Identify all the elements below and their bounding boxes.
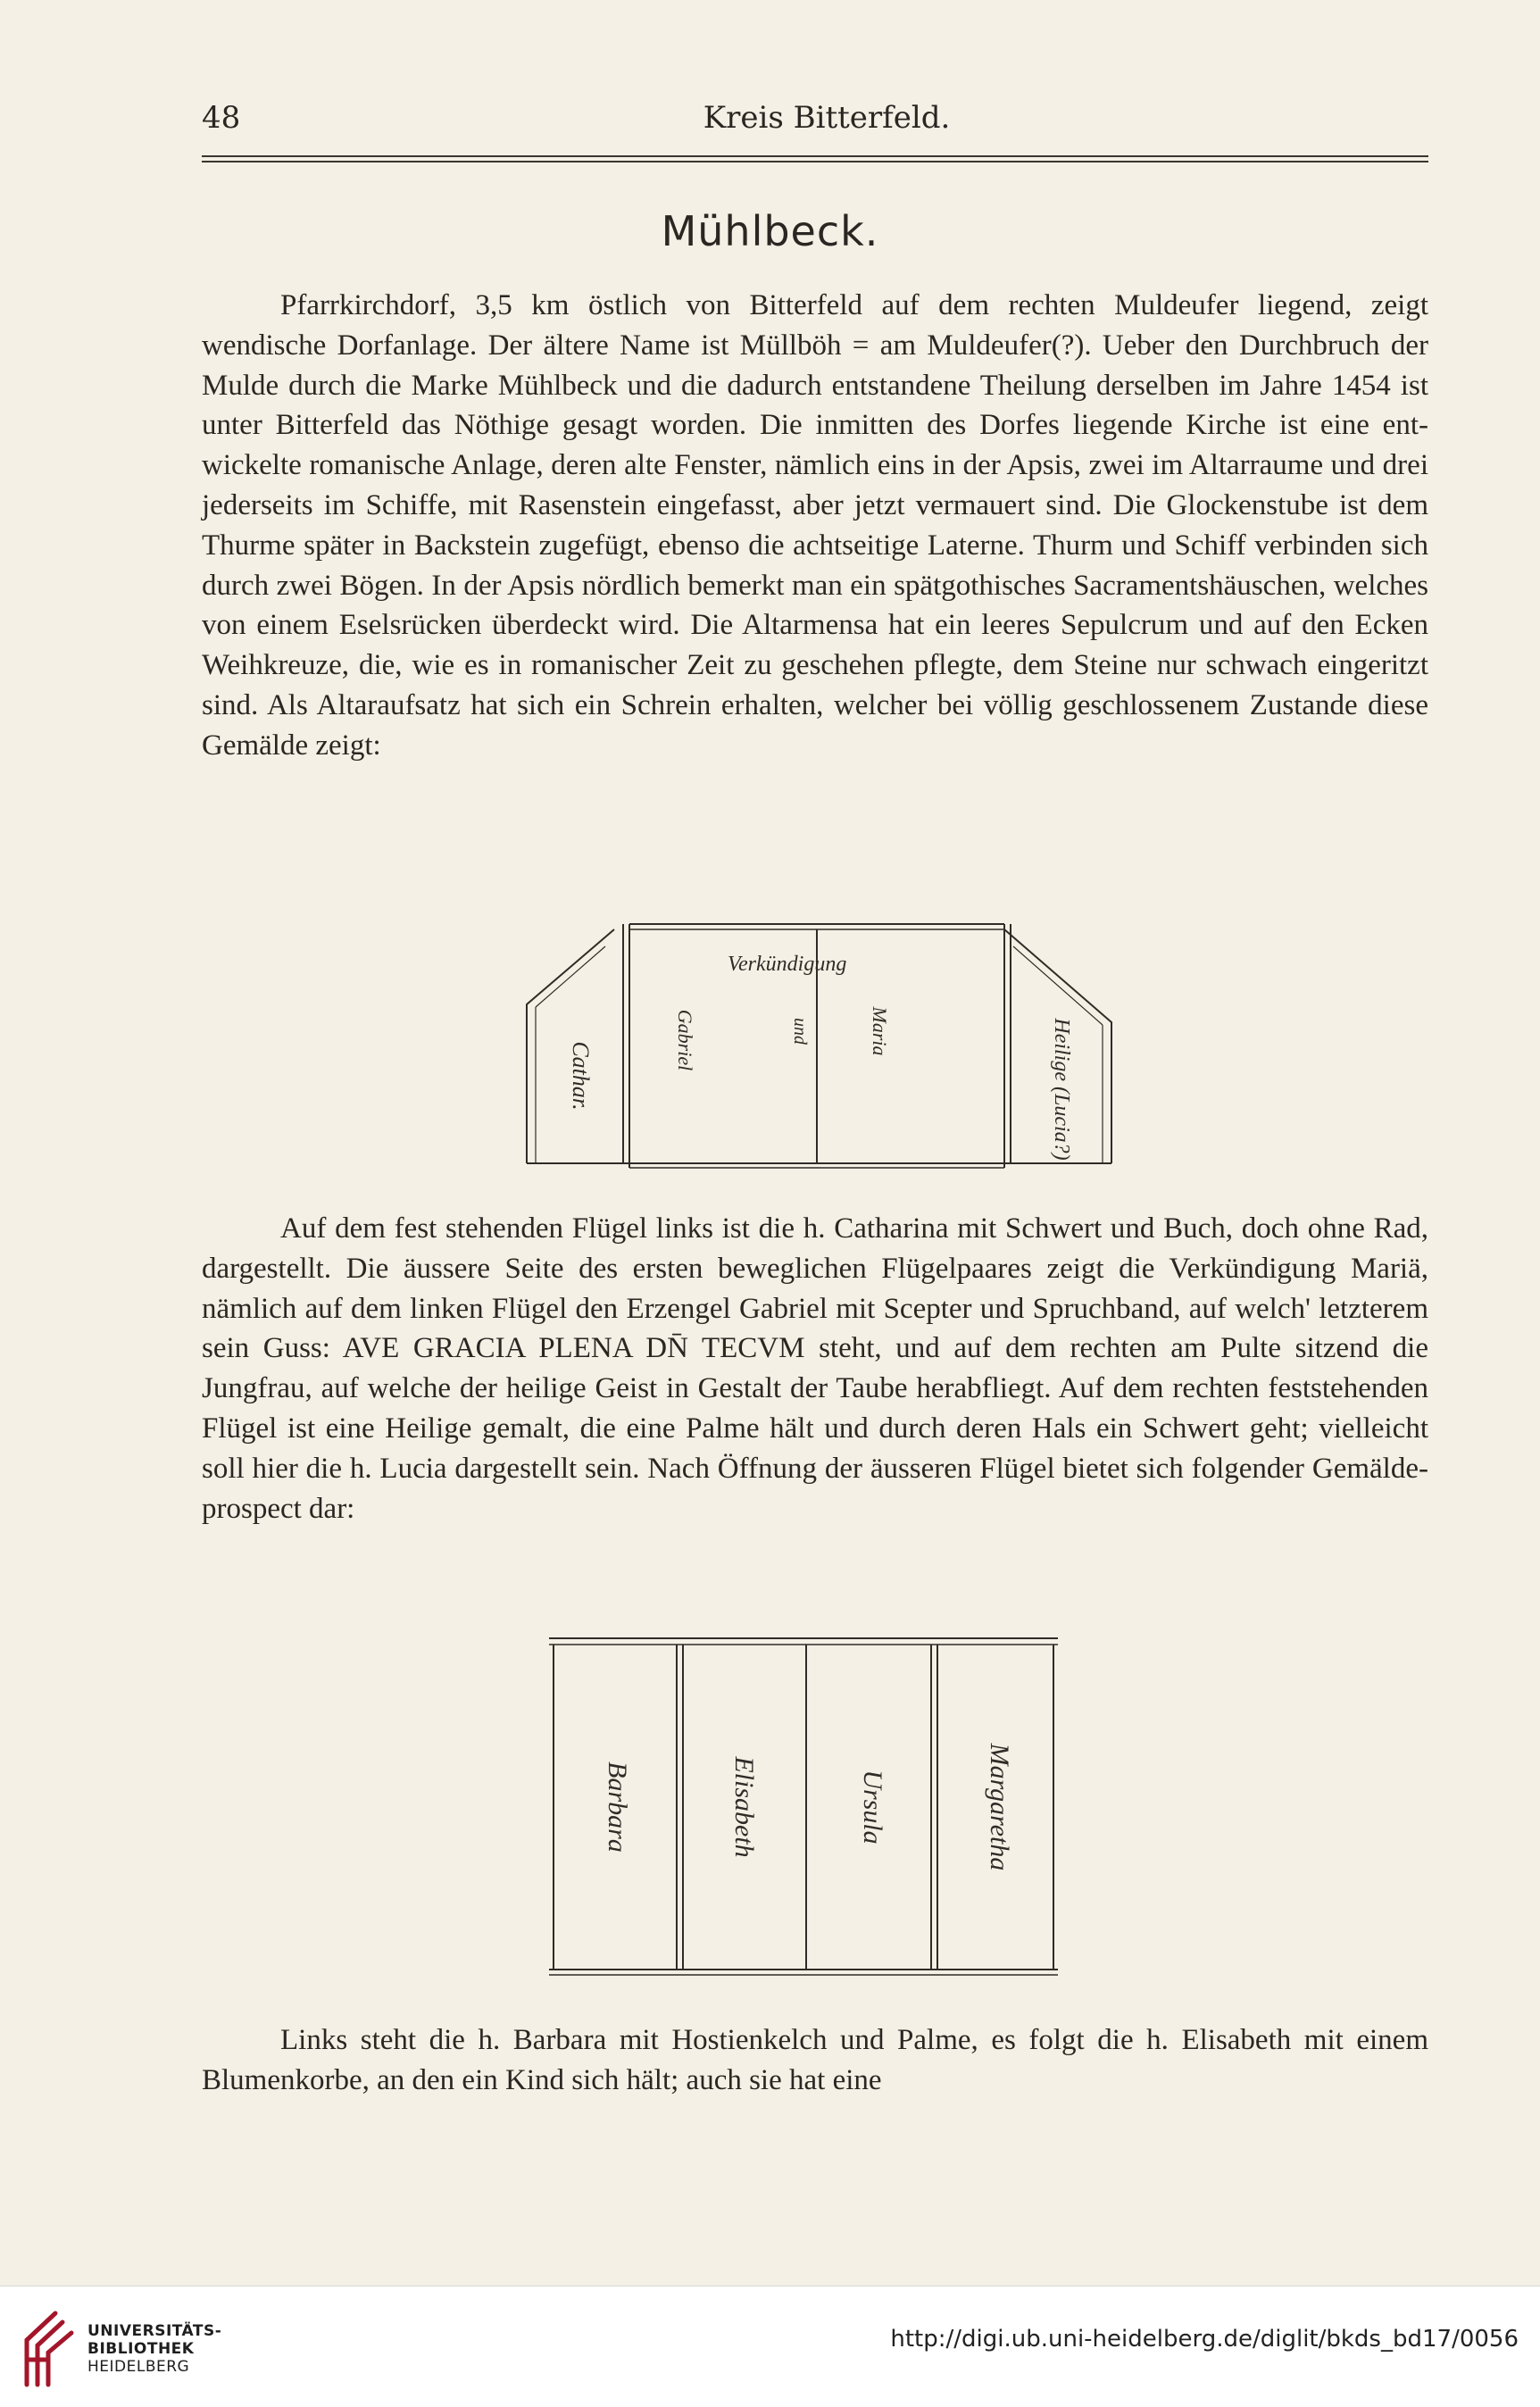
running-head [202,100,1452,145]
label-catharina: Cathar. [568,1041,594,1111]
library-logo-icon [20,2306,77,2388]
section-title: Mühlbeck. [661,207,879,255]
label-maria: Maria [869,1006,891,1056]
header-rule-top [202,155,1428,157]
paragraph-3: Links steht die h. Barbara mit Hostienkelch und Palme, es folgt die h. Elisabeth mit einem Blumenkorbe, an den ein Kind sich hält; auch sie hat eine [202,2024,1428,2096]
library-name-line-1: UNIVERSITÄTS- [87,2322,222,2340]
altarpiece-closed-diagram [518,915,1143,1178]
label-verkuendigung: Verkündigung [728,953,847,976]
footer-bar [0,2286,1540,2407]
library-name-line-2: BIBLIOTHEK [87,2340,195,2358]
label-elisabeth: Elisabeth [729,1756,759,1858]
label-gabriel: Gabriel [674,1009,696,1071]
source-url-link[interactable]: http://digi.ub.uni-heidelberg.de/diglit/bkds_bd17/0056 [890,2326,1519,2353]
label-ursula: Ursula [858,1770,887,1845]
running-title: Kreis Bitterfeld. [703,100,951,136]
paragraph-1: Pfarrkirchdorf, 3,5 km östlich von Bitterfeld auf dem rechten Muldeufer liegend, zeigt wendische Dorfanlage. Der ältere Name ist Müllböh = am Muldeufer(?). Ueber den Durchbruch der Mulde durch die Marke Mühlbeck und die dadurch entstandene Theilung derselben im Jahre 1454 ist unter Bitterfeld das Nöthige gesagt worden. Die inmitten des Dorfes liegende Kirche ist eine entwickelte romanische Anlage, deren alte Fenster, nämlich eins in der Apsis, zwei im Altarraume und drei jederseits im Schiffe, mit Rasenstein eingefasst, aber jetzt vermauert sind. Die Glockenstube ist dem Thurme später in Backstein zugefügt, ebenso die achtseitige Laterne. Thurm und Schiff verbinden sich durch zwei Bögen. In der Apsis nördlich bemerkt man ein spätgothisches Sacramentshäuschen, welches von einem Eselsrücken überdeckt wird. Die Altarmensa hat ein leeres Sepulcrum und auf den Ecken Weihkreuze, die, wie es in romanischer Zeit zu geschehen pflegte, dem Steine nur schwach eingeritzt sind. Als Altaraufsatz hat sich ein Schrein erhalten, welcher bei völlig geschlossenem Zustande diese Gemälde zeigt: [202,289,1428,762]
label-heilige-lucia: Heilige (Lucia?) [1050,1018,1073,1161]
label-barbara: Barbara [603,1762,632,1853]
label-und: und [790,1018,810,1045]
header-rule-bottom [202,161,1428,162]
paragraph-2: Auf dem fest stehenden Flügel links ist die h. Catharina mit Schwert und Buch, doch ohne Rad, dargestellt. Die äussere Seite des ersten beweglichen Flügelpaares zeigt die Verkündigung Mariä, nämlich auf dem linken Flügel den Erzengel Gabriel mit Scepter und Spruchband, auf welch' letzterem sein Guss: AVE GRACIA PLENA DN̄ TECVM steht, und auf dem rechten am Pulte sitzend die Jungfrau, auf welche der heilige Geist in Gestalt der Taube herabfliegt. Auf dem rechten feststehenden Flügel ist eine Heilige gemalt, die eine Palme hält und durch deren Hals ein Schwert geht; vielleicht soll hier die h. Lucia dargestellt sein. Nach Öffnung der äusseren Flügel bietet sich folgender Gemäldeprospect dar: [202,1212,1428,1525]
altarpiece-open-diagram [545,1634,1062,1986]
label-margaretha: Margaretha [985,1743,1014,1871]
page-number: 48 [202,100,241,136]
library-name-line-3: HEIDELBERG [87,2358,190,2376]
